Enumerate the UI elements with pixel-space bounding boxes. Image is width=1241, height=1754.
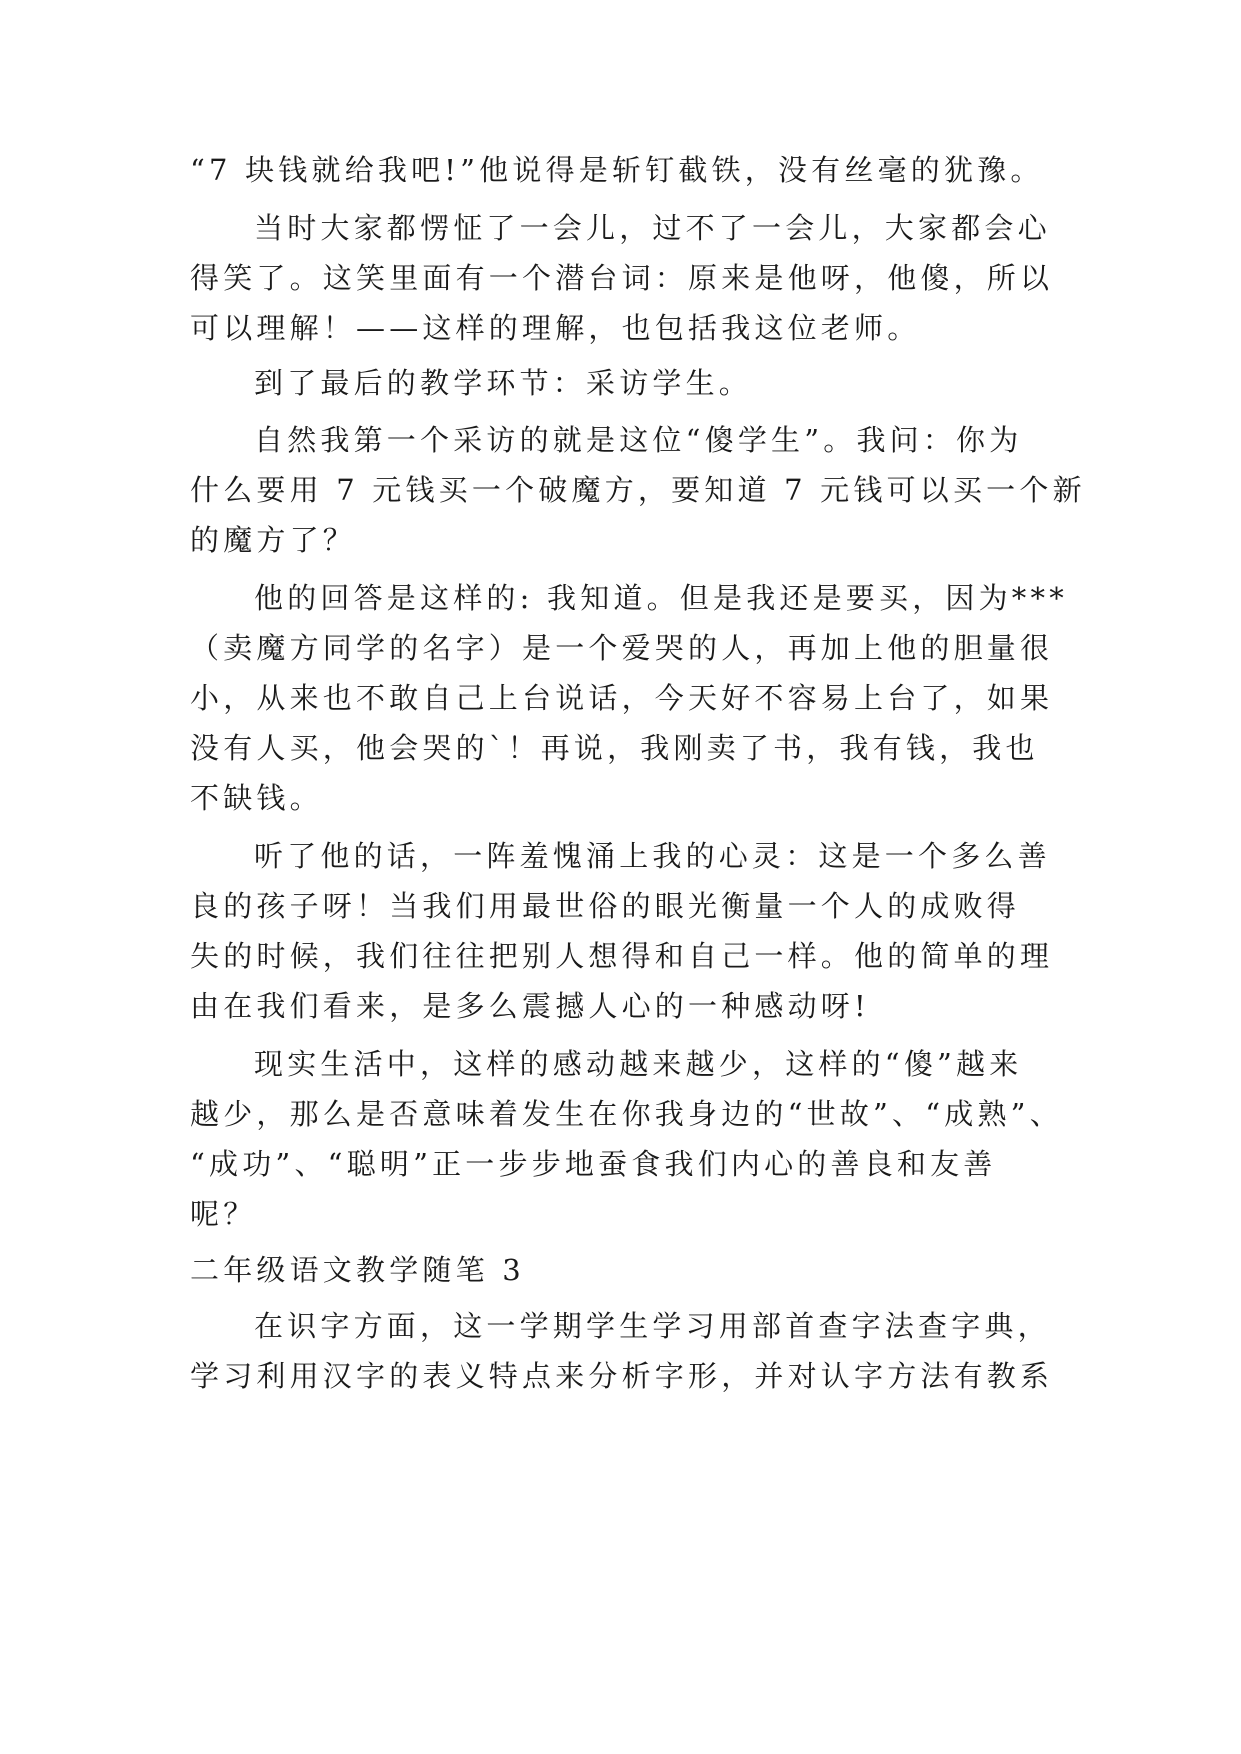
section-heading: 二年级语文教学随笔 3 — [190, 1253, 525, 1287]
paragraph-start: 当时大家都愣怔了一会儿，过不了一会儿，大家都会心 — [254, 211, 1051, 245]
text-line: 得笑了。这笑里面有一个潜台词：原来是他呀，他傻，所以 — [190, 261, 1054, 295]
text-line: “7 块钱就给我吧!”他说得是斩钉截铁，没有丝毫的犹豫。 — [190, 153, 1044, 187]
text-line: （卖魔方同学的名字）是一个爱哭的人，再加上他的胆量很 — [190, 631, 1054, 665]
text-line: 良的孩子呀！当我们用最世俗的眼光衡量一个人的成败得 — [190, 889, 1021, 923]
text-line: 由在我们看来，是多么震撼人心的一种感动呀! — [190, 989, 870, 1023]
paragraph-start: 他的回答是这样的: 我知道。但是我还是要买，因为*** — [254, 581, 1068, 615]
text-line: 什么要用 7 元钱买一个破魔方，要知道 7 元钱可以买一个新 — [190, 473, 1086, 507]
paragraph-start: 现实生活中，这样的感动越来越少，这样的“傻”越来 — [254, 1047, 1023, 1081]
text-line: 没有人买，他会哭的`！再说，我刚卖了书，我有钱，我也 — [190, 731, 1039, 765]
text-line: 学习利用汉字的表义特点来分析字形，并对认字方法有教系 — [190, 1359, 1054, 1393]
paragraph-start: 自然我第一个采访的就是这位“傻学生”。我问：你为 — [254, 423, 1023, 457]
text-line: 越少，那么是否意味着发生在你我身边的“世故”、“成熟”、 — [190, 1097, 1063, 1131]
text-line: 可以理解！——这样的理解，也包括我这位老师。 — [190, 311, 921, 345]
text-line: 不缺钱。 — [190, 781, 323, 815]
text-line: 呢？ — [190, 1197, 257, 1231]
text-line: 的魔方了？ — [190, 523, 357, 557]
paragraph-start: 听了他的话，一阵羞愧涌上我的心灵：这是一个多么善 — [254, 839, 1051, 873]
text-line: “成功”、“聪明”正一步步地蚕食我们内心的善良和友善 — [190, 1147, 997, 1181]
text-line: 失的时候，我们往往把别人想得和自己一样。他的简单的理 — [190, 939, 1054, 973]
paragraph-start: 到了最后的教学环节：采访学生。 — [254, 366, 753, 400]
text-line: 小，从来也不敢自己上台说话，今天好不容易上台了，如果 — [190, 681, 1054, 715]
paragraph-start: 在识字方面，这一学期学生学习用部首查字法查字典， — [254, 1309, 1051, 1343]
